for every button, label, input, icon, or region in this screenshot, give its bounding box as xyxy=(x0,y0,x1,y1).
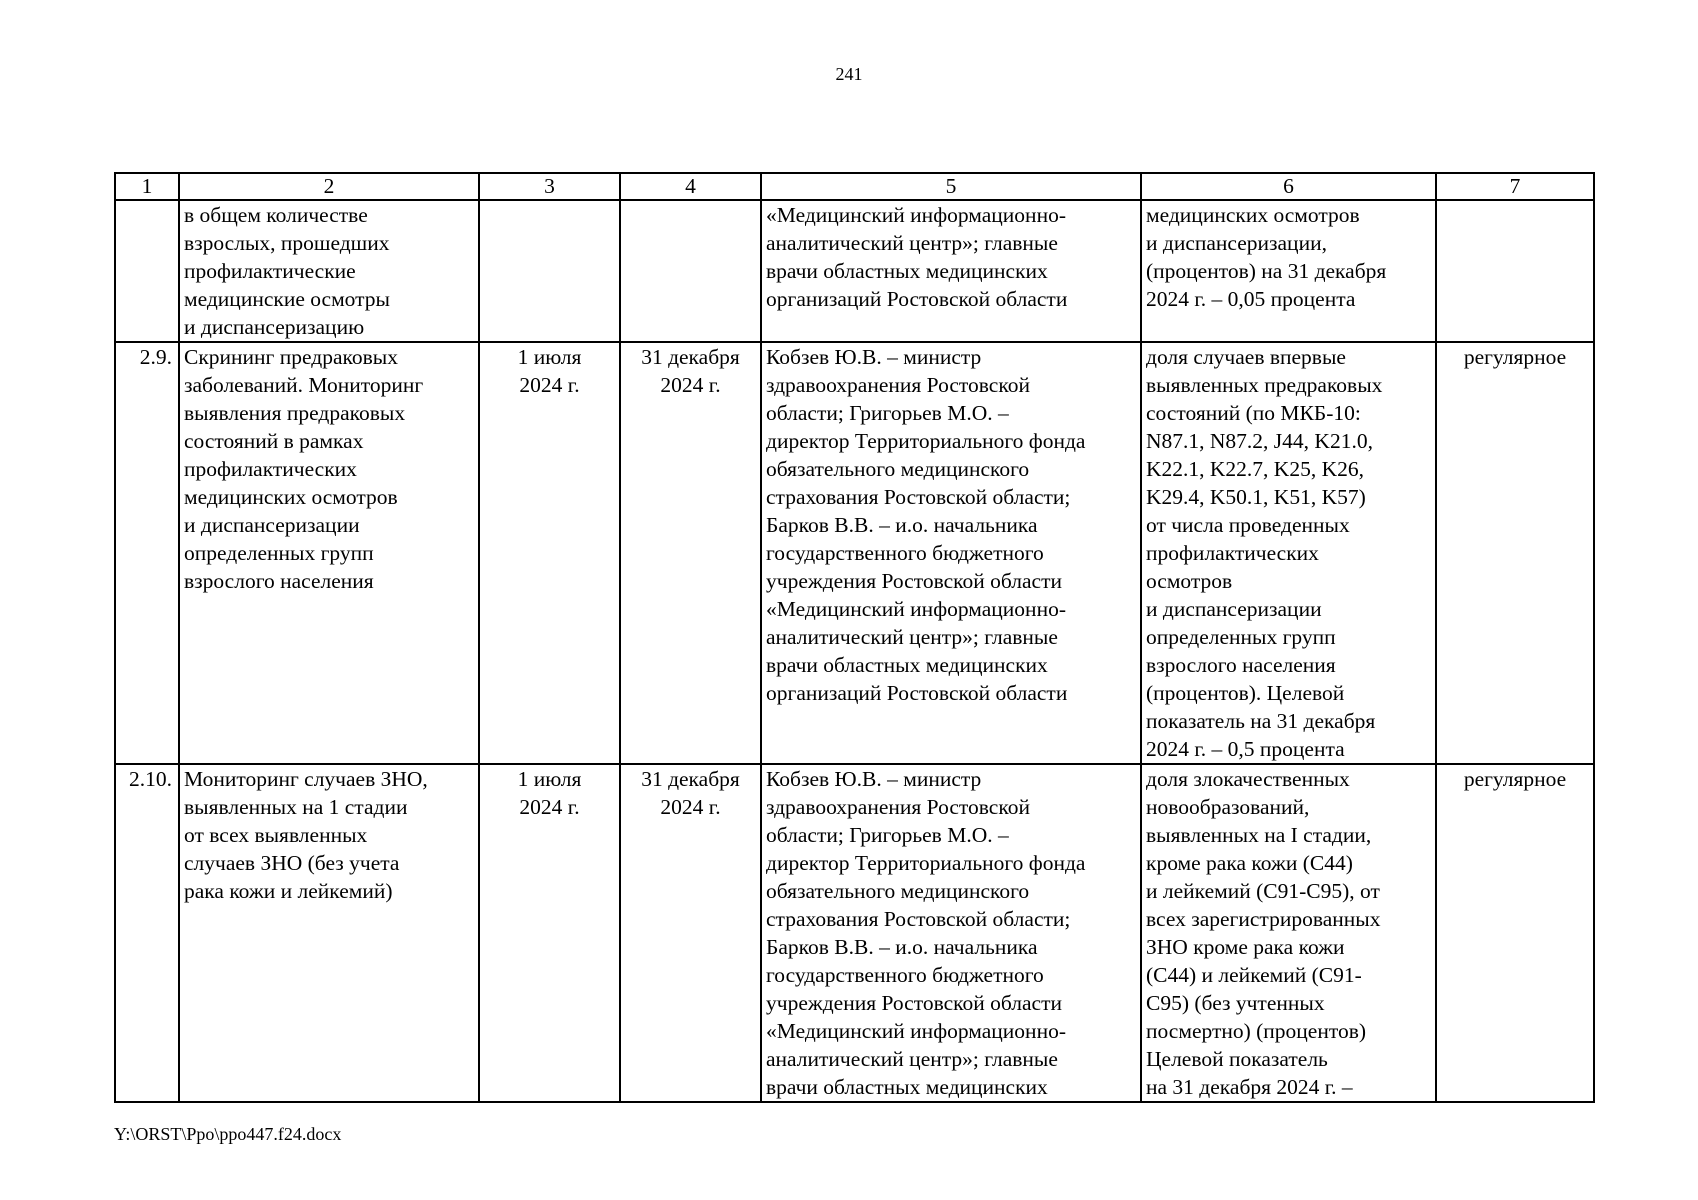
start-date-cell xyxy=(479,200,620,342)
header-col-5: 5 xyxy=(761,173,1141,200)
table-header-row xyxy=(115,173,1594,200)
table-row xyxy=(115,200,1594,342)
activity-cell: в общем количестве взрослых, прошедших профилактические медицинские осмотры и диспансеризацию xyxy=(179,200,479,342)
file-path-footer: Y:\ORST\Ppo\ppo447.f24.docx xyxy=(114,1124,342,1144)
header-col-6: 6 xyxy=(1141,173,1436,200)
header-col-3: 3 xyxy=(479,173,620,200)
header-col-4: 4 xyxy=(620,173,761,200)
type-cell: регулярное xyxy=(1436,342,1594,764)
end-date-cell: 31 декабря 2024 г. xyxy=(620,764,761,1102)
type-cell: регулярное xyxy=(1436,764,1594,1102)
activity-cell: Скрининг предраковых заболеваний. Мониторинг выявления предраковых состояний в рамках профилактических медицинских осмотров и диспансеризации определенных групп взрослого населения xyxy=(179,342,479,764)
responsible-cell: Кобзев Ю.В. – министр здравоохранения Ростовской области; Григорьев М.О. – директор Территориального фонда обязательного медицинского страхования Ростовской области; Барков В.В. – и.о. начальника государственного бюджетного учреждения Ростовской области «Медицинский информационно- аналитический центр»; главные врачи областных медицинских xyxy=(761,764,1141,1102)
end-date-cell xyxy=(620,200,761,342)
activity-table xyxy=(114,172,1595,1103)
row-number xyxy=(115,200,179,342)
responsible-cell: «Медицинский информационно- аналитический центр»; главные врачи областных медицинских организаций Ростовской области xyxy=(761,200,1141,342)
responsible-cell: Кобзев Ю.В. – министр здравоохранения Ростовской области; Григорьев М.О. – директор Территориального фонда обязательного медицинского страхования Ростовской области; Барков В.В. – и.о. начальника государственного бюджетного учреждения Ростовской области «Медицинский информационно- аналитический центр»; главные врачи областных медицинских организаций Ростовской области xyxy=(761,342,1141,764)
table-row xyxy=(115,764,1594,1102)
page-number: 241 xyxy=(835,64,863,84)
type-cell xyxy=(1436,200,1594,342)
header-col-1: 1 xyxy=(115,173,179,200)
start-date-cell: 1 июля 2024 г. xyxy=(479,764,620,1102)
row-number: 2.10. xyxy=(115,764,179,1102)
header-col-7: 7 xyxy=(1436,173,1594,200)
activity-cell: Мониторинг случаев ЗНО, выявленных на 1 стадии от всех выявленных случаев ЗНО (без учета рака кожи и лейкемий) xyxy=(179,764,479,1102)
row-number: 2.9. xyxy=(115,342,179,764)
header-col-2: 2 xyxy=(179,173,479,200)
indicator-cell: медицинских осмотров и диспансеризации, (процентов) на 31 декабря 2024 г. – 0,05 процента xyxy=(1141,200,1436,342)
start-date-cell: 1 июля 2024 г. xyxy=(479,342,620,764)
indicator-cell: доля злокачественных новообразований, выявленных на I стадии, кроме рака кожи (С44) и лейкемий (С91-С95), от всех зарегистрированных ЗНО кроме рака кожи (С44) и лейкемий (С91- С95) (без учтенных посмертно) (процентов) Целевой показатель на 31 декабря 2024 г. – xyxy=(1141,764,1436,1102)
end-date-cell: 31 декабря 2024 г. xyxy=(620,342,761,764)
table-row xyxy=(115,342,1594,764)
indicator-cell: доля случаев впервые выявленных предраковых состояний (по МКБ-10: N87.1, N87.2, J44, K21.0, K22.1, K22.7, K25, K26, K29.4, K50.1, K51, K57) от числа проведенных профилактических осмотров и диспансеризации определенных групп взрослого населения (процентов). Целевой показатель на 31 декабря 2024 г. – 0,5 процента xyxy=(1141,342,1436,764)
